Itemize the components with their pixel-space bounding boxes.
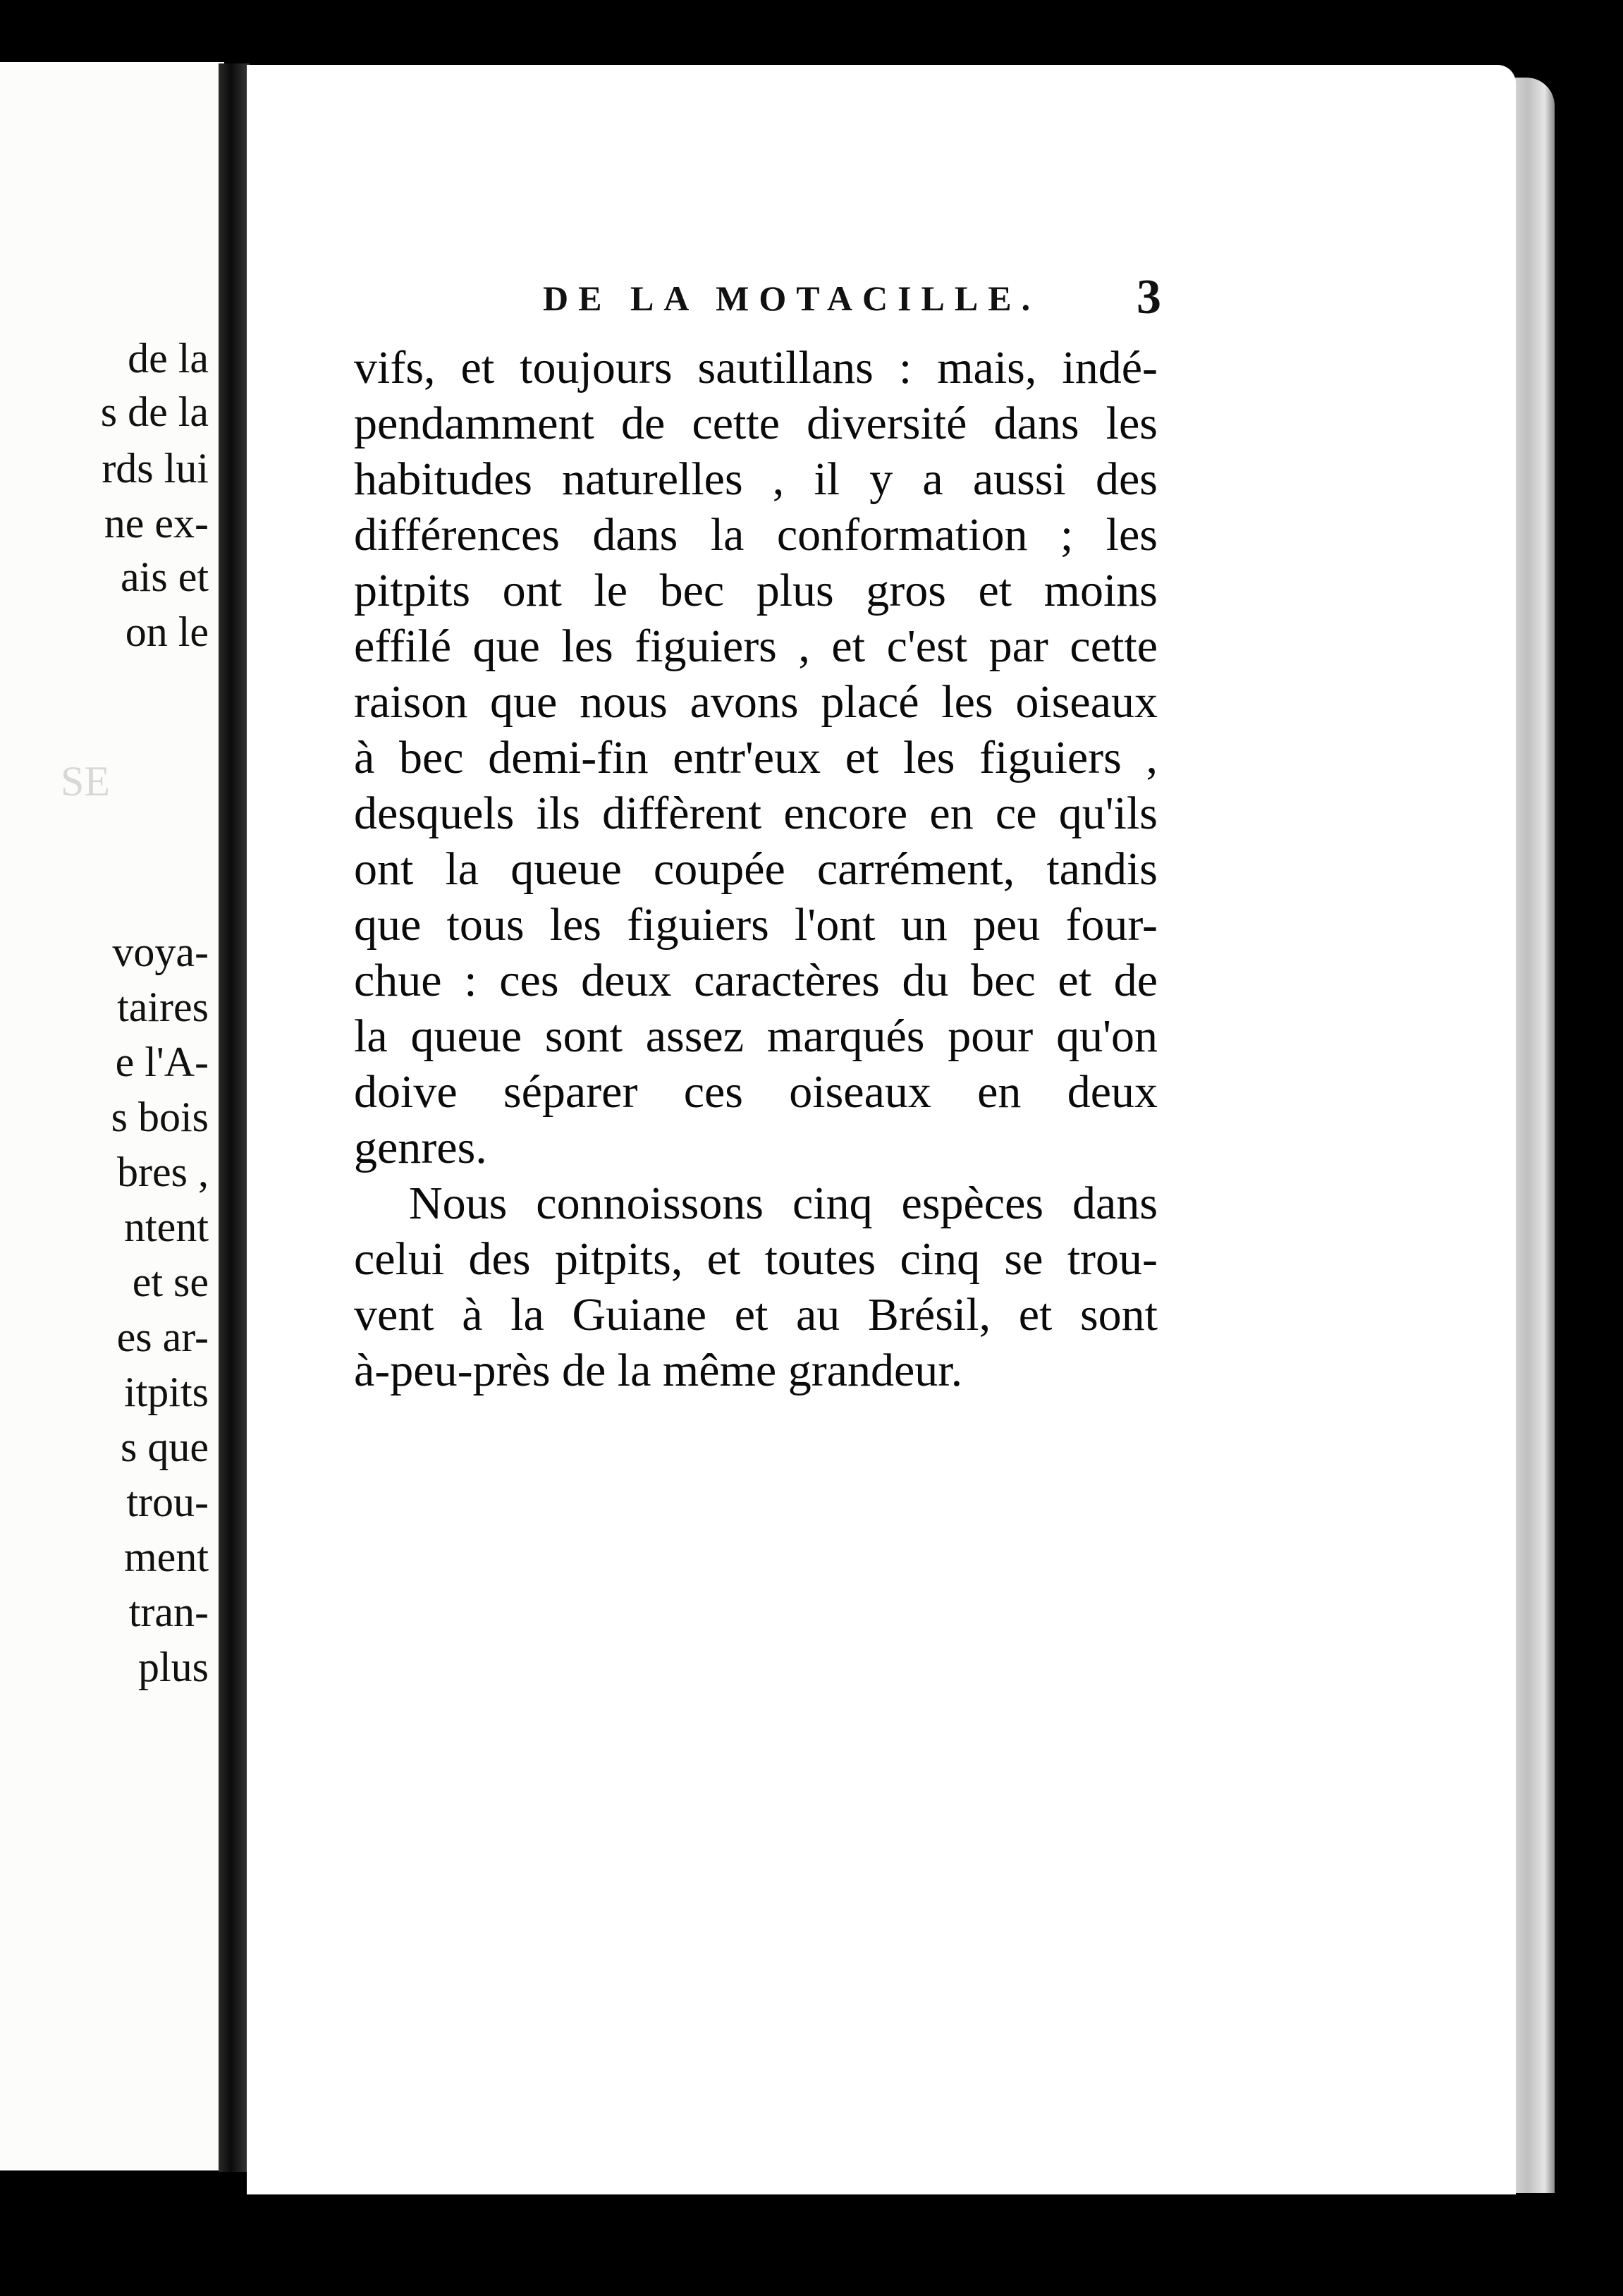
previous-page-line: itpits — [123, 1369, 209, 1415]
previous-page-line: trou- — [126, 1479, 209, 1525]
text-line: pendamment de cette diversité dans les — [354, 398, 1158, 449]
previous-page-line: ntent — [124, 1204, 209, 1250]
text-line: raison que nous avons placé les oiseaux — [354, 676, 1158, 728]
text-line: Nous connoissons cinq espèces dans — [409, 1178, 1158, 1229]
paragraph-1 — [354, 340, 1158, 1176]
text-line: ont la queue coupée carrément, tandis — [354, 843, 1158, 895]
text-line: vent à la Guiane et au Brésil, et sont — [354, 1289, 1158, 1341]
previous-page-line: e l'A- — [115, 1039, 209, 1085]
previous-page-line: taires — [117, 984, 209, 1030]
previous-page-line: rds lui — [102, 445, 209, 491]
previous-page-line: voya- — [112, 929, 209, 975]
text-line: celui des pitpits, et toutes cinq se trou- — [354, 1233, 1158, 1285]
text-line: différences dans la conformation ; les — [354, 509, 1158, 561]
previous-page-line: de la — [128, 335, 209, 381]
previous-page-line: tran- — [128, 1589, 209, 1635]
body-text — [354, 340, 1158, 1398]
previous-page-line: et se — [132, 1259, 209, 1305]
book-gutter — [219, 63, 250, 2172]
previous-page-line: plus — [137, 1644, 209, 1690]
text-line: que tous les figuiers l'ont un peu four- — [354, 899, 1158, 951]
text-line: genres. — [354, 1122, 487, 1173]
text-line: à-peu-près de la même grandeur. — [354, 1345, 963, 1396]
text-line: effilé que les figuiers , et c'est par cette — [354, 621, 1158, 672]
running-head — [247, 270, 1516, 324]
current-page — [247, 65, 1516, 2194]
page-number: 3 — [1137, 270, 1161, 324]
text-line: habitudes naturelles , il y a aussi des — [354, 453, 1158, 505]
text-line: la queue sont assez marqués pour qu'on — [354, 1010, 1158, 1062]
previous-page-line: ment — [124, 1534, 209, 1580]
previous-page-line: ne ex- — [104, 500, 209, 546]
previous-page-line: s que — [121, 1424, 209, 1470]
previous-page-line: ais et — [121, 554, 209, 600]
previous-page-line: s de la — [100, 389, 209, 435]
previous-page-line: s bois — [111, 1094, 209, 1140]
text-line: doive séparer ces oiseaux en deux — [354, 1066, 1158, 1118]
text-line: desquels ils diffèrent encore en ce qu'ils — [354, 788, 1158, 839]
previous-page-line: bres , — [117, 1149, 209, 1195]
paragraph-2 — [354, 1176, 1158, 1398]
running-head-title: DE LA MOTACILLE. — [543, 279, 1041, 318]
text-line: pitpits ont le bec plus gros et moins — [354, 565, 1158, 616]
text-line: à bec demi-fin entr'eux et les figuiers , — [354, 732, 1158, 783]
previous-page-fragment — [0, 62, 224, 2170]
previous-page-line: es ar- — [116, 1314, 209, 1360]
text-line: chue : ces deux caractères du bec et de — [354, 955, 1158, 1006]
previous-page-faint-heading: SE — [60, 758, 110, 805]
text-line: vifs, et toujours sautillans : mais, indé- — [354, 342, 1158, 393]
previous-page-line: on le — [125, 609, 209, 655]
